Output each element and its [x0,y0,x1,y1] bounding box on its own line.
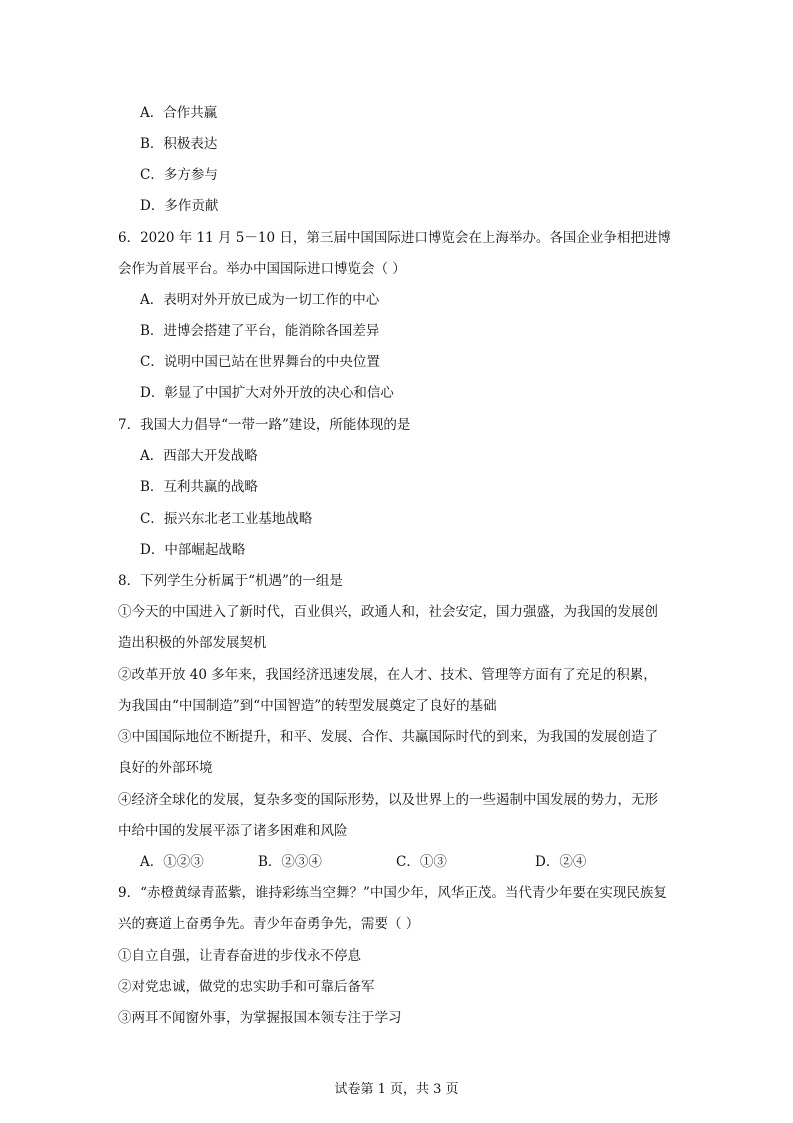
q8-statement-4-line-1: ④经济全球化的发展，复杂多变的国际形势，以及世界上的一些遏制中国发展的势力，无形 [118,792,658,808]
q6-option-d: D．彰显了中国扩大对外开放的决心和信心 [140,385,394,401]
q7-option-a: A．西部大开发战略 [140,448,258,464]
q6-option-b: B．进博会搭建了平台，能消除各国差异 [140,323,380,339]
q8-statement-4-line-2: 中给中国的发展平添了诸多困难和风险 [118,823,348,839]
q8-statement-3-line-1: ③中国国际地位不断提升，和平、发展、合作、共赢国际时代的到来，为我国的发展创造了 [118,729,658,745]
q8-statement-3-line-2: 良好的外部环境 [118,760,213,776]
q6-option-c: C．说明中国已站在世界舞台的中央位置 [140,354,380,370]
q8-option-c: C．①③ [396,854,447,870]
q8-statement-2-line-2: 为我国由“中国制造”到“中国智造”的转型发展奠定了良好的基础 [118,698,497,714]
q9-statement-3: ③两耳不闻窗外事，为掌握报国本领专注于学习 [118,1010,402,1026]
q9-stem-line-2: 兴的赛道上奋勇争先。青少年奋勇争先，需要（ ） [118,916,420,932]
q6-stem-line-2: 会作为首展平台。举办中国国际进口博览会（ ） [118,261,406,277]
page-footer: 试卷第 1 页，共 3 页 [334,1082,459,1097]
q7-stem: 7．我国大力倡导“一带一路”建设，所能体现的是 [118,417,411,433]
q6-stem-line-1: 6．2020 年 11 月 5－10 日，第三届中国国际进口博览会在上海举办。各国企业争相把进博 [118,230,671,246]
q8-stem: 8．下列学生分析属于“机遇”的一组是 [118,573,343,589]
q8-option-b: B．②③④ [258,854,322,870]
q9-stem-line-1: 9．“赤橙黄绿青蓝紫，谁持彩练当空舞？”中国少年，风华正茂。当代青少年要在实现民族复 [118,885,667,901]
q9-statement-1: ①自立自强，让青春奋进的步伐永不停息 [118,948,361,964]
q5-option-b: B．积极表达 [140,136,218,152]
q6-option-a: A．表明对外开放已成为一切工作的中心 [140,292,380,308]
q9-statement-2: ②对党忠诚，做党的忠实助手和可靠后备军 [118,979,375,995]
q8-statement-2-line-1: ②改革开放 40 多年来，我国经济迅速发展，在人才、技术、管理等方面有了充足的积累， [118,667,657,683]
q8-options-row [0,852,793,872]
q5-option-c: C．多方参与 [140,167,218,183]
q8-statement-1-line-1: ①今天的中国进入了新时代，百业俱兴，政通人和，社会安定，国力强盛，为我国的发展创 [118,604,658,620]
q7-option-c: C．振兴东北老工业基地战略 [140,511,313,527]
q8-option-d: D．②④ [535,854,587,870]
q7-option-b: B．互利共赢的战略 [140,479,258,495]
q8-option-a: A．①②③ [140,854,204,870]
q5-option-a: A．合作共赢 [140,105,218,121]
q8-statement-1-line-2: 造出积极的外部发展契机 [118,635,267,651]
q5-option-d: D．多作贡献 [140,198,219,214]
q7-option-d: D．中部崛起战略 [140,542,246,558]
